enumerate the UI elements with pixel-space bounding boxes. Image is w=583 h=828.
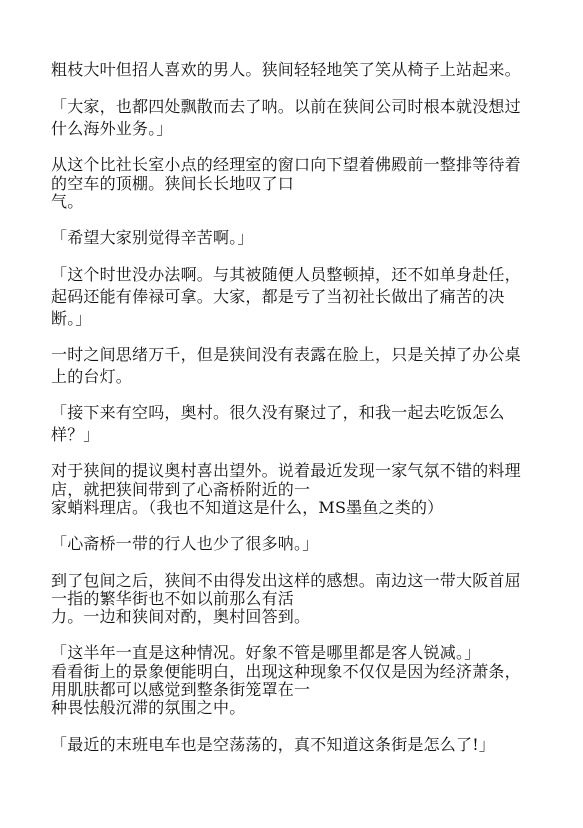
text-line: 的空车的顶棚。狭间长长地叹了口 bbox=[51, 174, 295, 193]
text-line: 气。 bbox=[51, 192, 84, 211]
text-line: 起码还能有俸禄可拿。大家，都是亏了当初社长做出了痛苦的决 bbox=[51, 287, 505, 306]
text-line: 看看街上的景象便能明白，出现这种现象不仅仅是因为经济萧条， bbox=[51, 662, 521, 681]
text-line: 种畏怯般沉滞的氛围之中。 bbox=[51, 698, 246, 717]
text-line: 家蛸料理店。（我也不知道这是什么，MS墨鱼之类的） bbox=[51, 498, 444, 517]
text-line: 断。」 bbox=[51, 309, 92, 328]
text-line: 上的台灯。 bbox=[51, 367, 133, 386]
text-line: 样？」 bbox=[51, 425, 100, 444]
text-line: 「接下来有空吗，奥村。很久没有聚过了，和我一起去吃饭怎么 bbox=[51, 403, 505, 422]
text-line: 什么海外业务。」 bbox=[51, 119, 173, 138]
text-line: 用肌肤都可以感觉到整条街笼罩在一 bbox=[51, 680, 311, 699]
text-line: 「心斋桥一带的行人也少了很多呐。」 bbox=[51, 534, 319, 553]
text-line: 「大家，也都四处飘散而去了呐。以前在狭间公司时根本就没想过 bbox=[51, 97, 521, 116]
text-line: 「这个时世没办法啊。与其被随便人员整顿掉，还不如单身赴任， bbox=[51, 265, 521, 284]
text-line: 「这半年一直是这种情况。好象不管是哪里都是客人锐减。」 bbox=[51, 643, 481, 662]
text-line: 一时之间思绪万千，但是狭间没有表露在脸上，只是关掉了办公桌 bbox=[51, 345, 521, 364]
text-line: 力。一边和狭间对酌，奥村回答到。 bbox=[51, 607, 311, 626]
text-line: 粗枝大叶但招人喜欢的男人。狭间轻轻地笑了笑从椅子上站起来。 bbox=[51, 60, 521, 79]
text-line: 店，就把狭间带到了心斋桥附近的一 bbox=[51, 480, 311, 499]
text-line: 「希望大家别觉得辛苦啊。」 bbox=[51, 228, 254, 247]
text-line: 到了包间之后，狭间不由得发出这样的感想。南边这一带大阪首屈 bbox=[51, 571, 521, 590]
text-line: 对于狭间的提议奥村喜出望外。说着最近发现一家气氛不错的料理 bbox=[51, 461, 521, 480]
text-line: 从这个比社长室小点的经理室的窗口向下望着佛殿前一整排等待着 bbox=[51, 155, 521, 174]
text-line: 「最近的末班电车也是空荡荡的，真不知道这条街是怎么了!」 bbox=[51, 735, 496, 754]
text-line: 一指的繁华街也不如以前那么有活 bbox=[51, 589, 295, 608]
